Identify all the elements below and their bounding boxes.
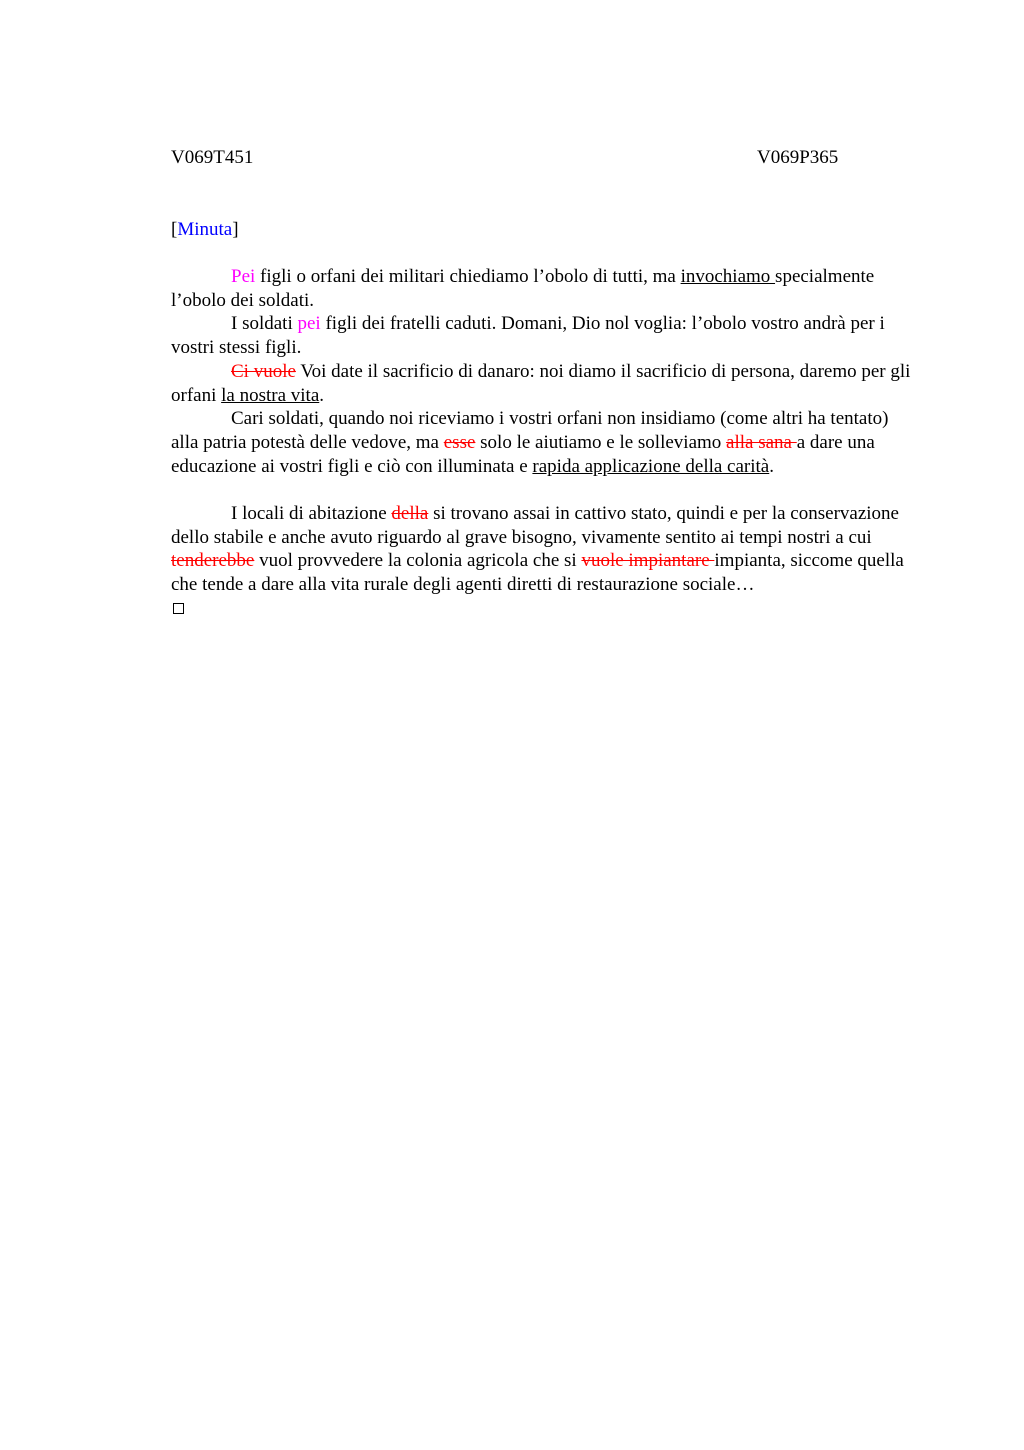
paragraph-2 <box>171 312 919 359</box>
section-label <box>171 218 239 242</box>
deleted-text: vuole impiantare <box>581 550 715 572</box>
underlined-text: la nostra vita <box>221 384 320 406</box>
paragraph-text: . <box>319 384 325 406</box>
paragraph-text: I soldati <box>231 313 298 335</box>
section-open-bracket: [ <box>171 219 178 240</box>
deleted-text: Ci vuole <box>231 360 296 382</box>
deleted-text: della <box>391 503 429 525</box>
paragraph-text: I locali di abitazione <box>231 503 392 525</box>
paragraph-text: a dare una educazione ai vostri figli e ciò con illuminata e <box>171 431 875 477</box>
paragraph-5 <box>171 502 919 597</box>
paragraph-text: specialmente l’obolo dei soldati. <box>171 266 875 311</box>
document-code-left: V069T451 <box>171 147 254 168</box>
paragraph-text: impianta, siccome quella che tende a dare alla vita rurale degli agenti diretti di restaurazione sociale… <box>171 550 904 596</box>
paragraph-4 <box>171 407 919 478</box>
paragraph-text: vuol provvedere la colonia agricola che si <box>254 550 582 572</box>
deleted-text: tenderebbe <box>171 550 255 572</box>
paragraph-text: figli o orfani dei militari chiediamo l’obolo di tutti, ma <box>255 266 681 287</box>
section-label-text: Minuta <box>177 219 233 240</box>
deleted-text: esse <box>443 431 476 453</box>
highlighted-word: Pei <box>231 266 256 287</box>
underlined-text: rapida applicazione della carità <box>532 455 770 477</box>
paragraph-text: si trovano assai in cattivo stato, quindi e per la conservazione dello stabile e anche avuto riguardo al grave bisogno, vivamente sentito ai tempi nostri a cui <box>171 503 899 548</box>
document-body <box>171 265 919 621</box>
paragraph-1 <box>171 265 919 312</box>
underlined-text: invochiamo <box>680 266 776 287</box>
section-close-bracket: ] <box>232 219 239 240</box>
paragraph-text: solo le aiutiamo e le solleviamo <box>475 431 727 453</box>
paragraph-text: Cari soldati, quando noi riceviamo i vostri orfani non insidiamo (come altri ha tentato) alla patria potestà delle vedove, ma <box>171 408 889 453</box>
document-code-right: V069P365 <box>757 147 839 168</box>
paragraph-text: Voi date il sacrificio di danaro: noi diamo il sacrificio di persona, daremo per gli orfani <box>171 360 911 406</box>
paragraph-text: figli dei fratelli caduti. Domani, Dio nol voglia: l’obolo vostro andrà per i vostri stessi figli. <box>171 313 885 359</box>
highlighted-word: pei <box>297 313 321 335</box>
deleted-text: alla sana <box>726 431 797 453</box>
paragraph-text: . <box>769 455 774 477</box>
empty-square-icon <box>173 603 184 614</box>
end-mark <box>171 597 919 621</box>
paragraph-3 <box>171 360 919 407</box>
